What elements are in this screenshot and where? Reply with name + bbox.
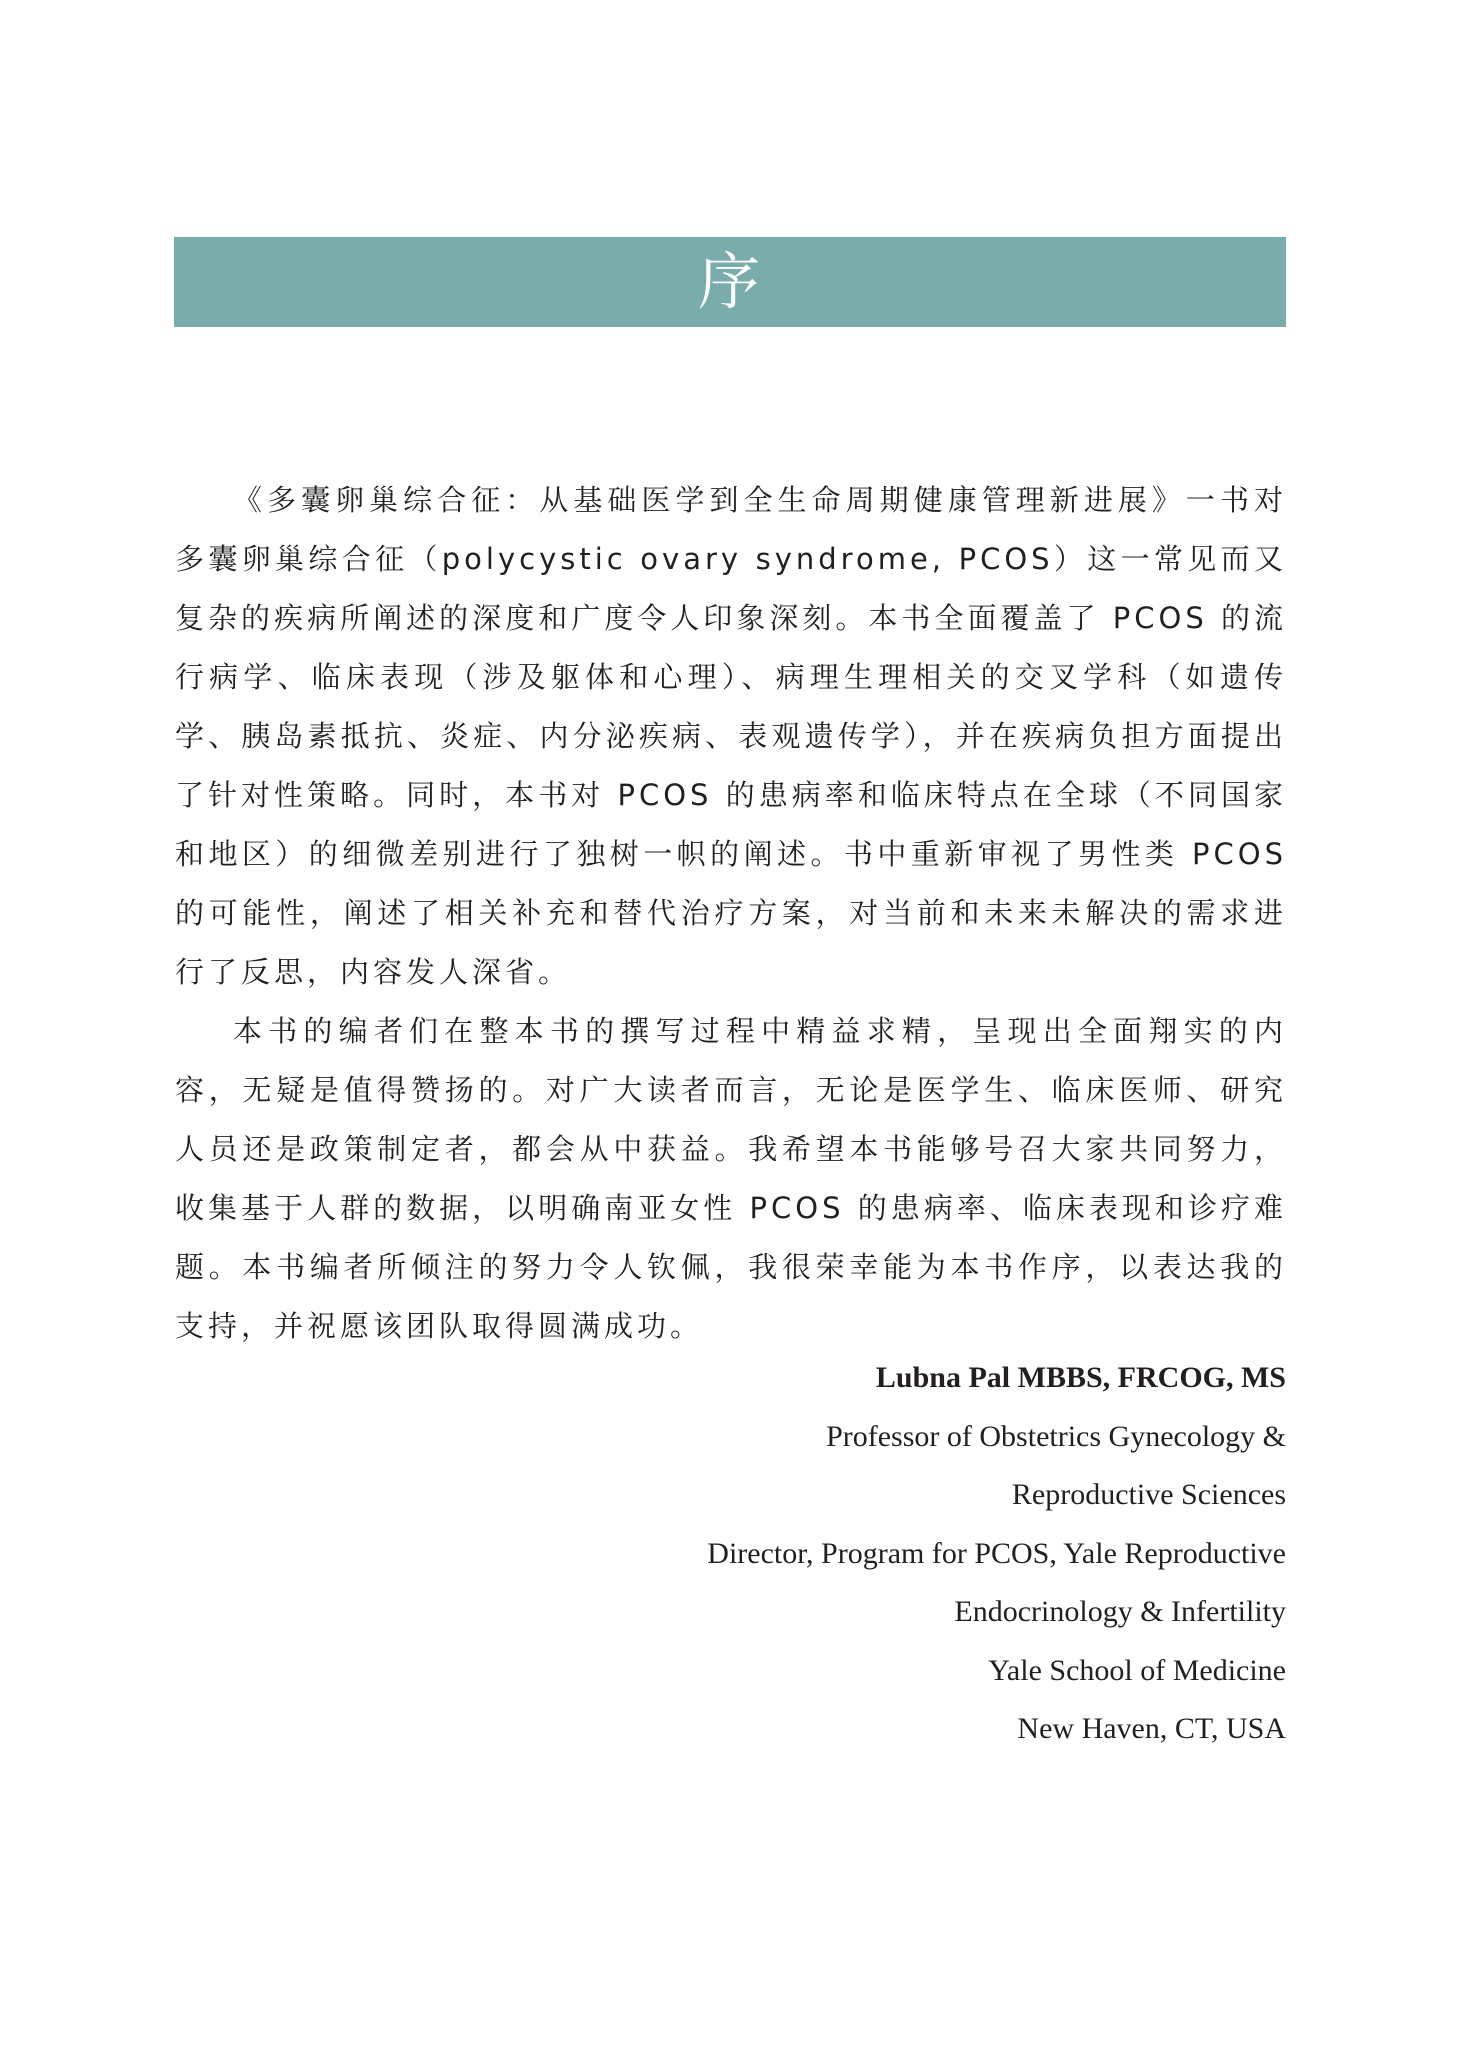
author-name: Lubna Pal MBBS, FRCOG, MS bbox=[875, 1361, 1286, 1394]
signature-block bbox=[386, 1349, 1286, 1759]
author-affiliation-line: Endocrinology & Infertility bbox=[954, 1595, 1286, 1628]
body-paragraph: 本书的编者们在整本书的撰写过程中精益求精，呈现出全面翔实的内容，无疑是值得赞扬的。对广大读者而言，无论是医学生、临床医师、研究人员还是政策制定者，都会从中获益。我希望本书能够号召大家共同努力，收集基于人群的数据，以明确南亚女性 PCOS 的患病率、临床表现和诊疗难题。本书编者所倾注的努力令人钦佩，我很荣幸能为本书作序，以表达我的支持，并祝愿该团队取得圆满成功。 bbox=[175, 1014, 1287, 1343]
author-affiliation-line: Director, Program for PCOS, Yale Reproductive bbox=[707, 1536, 1286, 1570]
author-title-line: Reproductive Sciences bbox=[1011, 1478, 1286, 1511]
author-location-line: New Haven, CT, USA bbox=[1017, 1712, 1286, 1745]
body-paragraph: 《多囊卵巢综合征：从基础医学到全生命周期健康管理新进展》一书对多囊卵巢综合征（polycystic ovary syndrome, PCOS）这一常见而又复杂的疾病所阐述的深度和广度令人印象深刻。本书全面覆盖了 PCOS 的流行病学、临床表现（涉及躯体和心理）、病理生理相关的交叉学科（如遗传学、胰岛素抵抗、炎症、内分泌疾病、表观遗传学），并在疾病负担方面提出了针对性策略。同时，本书对 PCOS 的患病率和临床特点在全球（不同国家和地区）的细微差别进行了独树一帜的阐述。书中重新审视了男性类 PCOS 的可能性，阐述了相关补充和替代治疗方案，对当前和未来未解决的需求进行了反思，内容发人深省。 bbox=[175, 483, 1287, 989]
author-title-line: Professor of Obstetrics Gynecology & bbox=[826, 1419, 1286, 1453]
author-institution-line: Yale School of Medicine bbox=[988, 1653, 1286, 1687]
page-title: 序 bbox=[697, 245, 762, 318]
preface-body bbox=[175, 471, 1287, 1356]
title-banner bbox=[174, 237, 1286, 327]
